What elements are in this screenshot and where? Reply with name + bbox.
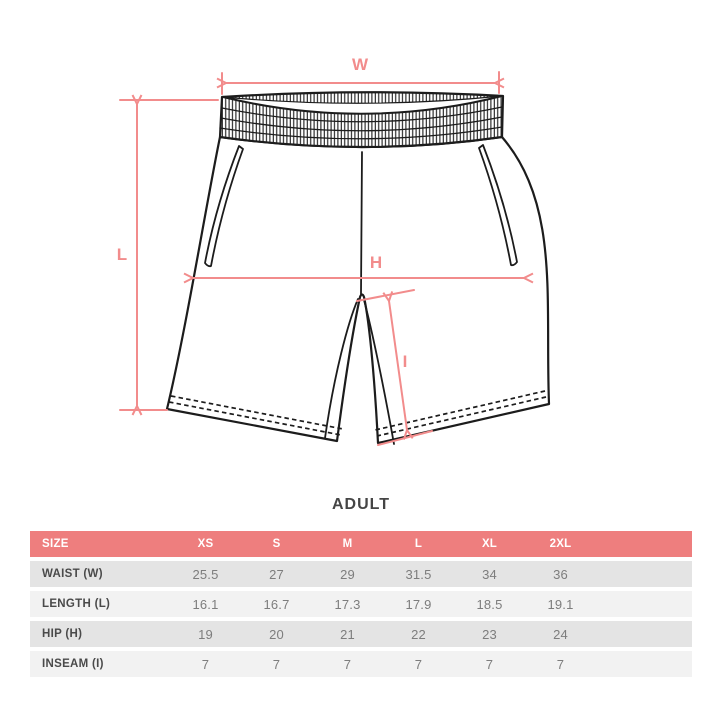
center-front-seam bbox=[361, 152, 362, 294]
cell-value: 17.9 bbox=[405, 596, 432, 612]
cell-value: 7 bbox=[485, 656, 494, 672]
cell-value: 29 bbox=[340, 566, 355, 582]
cell-value: 7 bbox=[556, 656, 565, 672]
header-size: SIZE bbox=[42, 538, 69, 550]
chart-title: ADULT bbox=[331, 496, 391, 513]
table-header-row bbox=[30, 531, 692, 557]
row-label: WAIST (W) bbox=[42, 568, 103, 580]
size-chart-table bbox=[30, 531, 692, 681]
hip-measure-label: H bbox=[369, 253, 383, 272]
cell-value: 20 bbox=[269, 626, 284, 642]
cell-value: 19 bbox=[198, 626, 213, 642]
cell-value: 18.5 bbox=[476, 596, 503, 612]
length-measure-label: L bbox=[116, 245, 128, 264]
cell-value: 36 bbox=[553, 566, 568, 582]
shorts-line-art bbox=[167, 92, 549, 444]
cell-value: 7 bbox=[414, 656, 423, 672]
row-label: LENGTH (L) bbox=[42, 598, 111, 610]
header-l: L bbox=[414, 538, 423, 550]
header-s: S bbox=[272, 538, 281, 550]
row-label: HIP (H) bbox=[42, 628, 83, 640]
row-label: INSEAM (I) bbox=[42, 658, 104, 670]
cell-value: 34 bbox=[482, 566, 497, 582]
inseam-measure-label: I bbox=[402, 352, 408, 371]
cell-value: 7 bbox=[201, 656, 210, 672]
cell-value: 17.3 bbox=[334, 596, 361, 612]
cell-value: 21 bbox=[340, 626, 355, 642]
cell-value: 16.1 bbox=[192, 596, 219, 612]
cell-value: 7 bbox=[343, 656, 352, 672]
cell-value: 16.7 bbox=[263, 596, 290, 612]
cell-value: 27 bbox=[269, 566, 284, 582]
header-2xl: 2XL bbox=[549, 538, 572, 550]
cell-value: 23 bbox=[482, 626, 497, 642]
cell-value: 31.5 bbox=[405, 566, 432, 582]
table-row-inseam bbox=[30, 651, 692, 677]
header-xs: XS bbox=[197, 538, 214, 550]
header-m: M bbox=[342, 538, 353, 550]
waistband bbox=[220, 92, 503, 147]
cell-value: 24 bbox=[553, 626, 568, 642]
cell-value: 25.5 bbox=[192, 566, 219, 582]
waist-measure bbox=[222, 55, 499, 94]
table-row-length bbox=[30, 591, 692, 617]
cell-value: 22 bbox=[411, 626, 426, 642]
cell-value: 19.1 bbox=[547, 596, 574, 612]
table-row-waist bbox=[30, 561, 692, 587]
header-xl: XL bbox=[481, 538, 498, 550]
table-row-hip bbox=[30, 621, 692, 647]
waist-measure-label: W bbox=[351, 55, 369, 74]
cell-value: 7 bbox=[272, 656, 281, 672]
